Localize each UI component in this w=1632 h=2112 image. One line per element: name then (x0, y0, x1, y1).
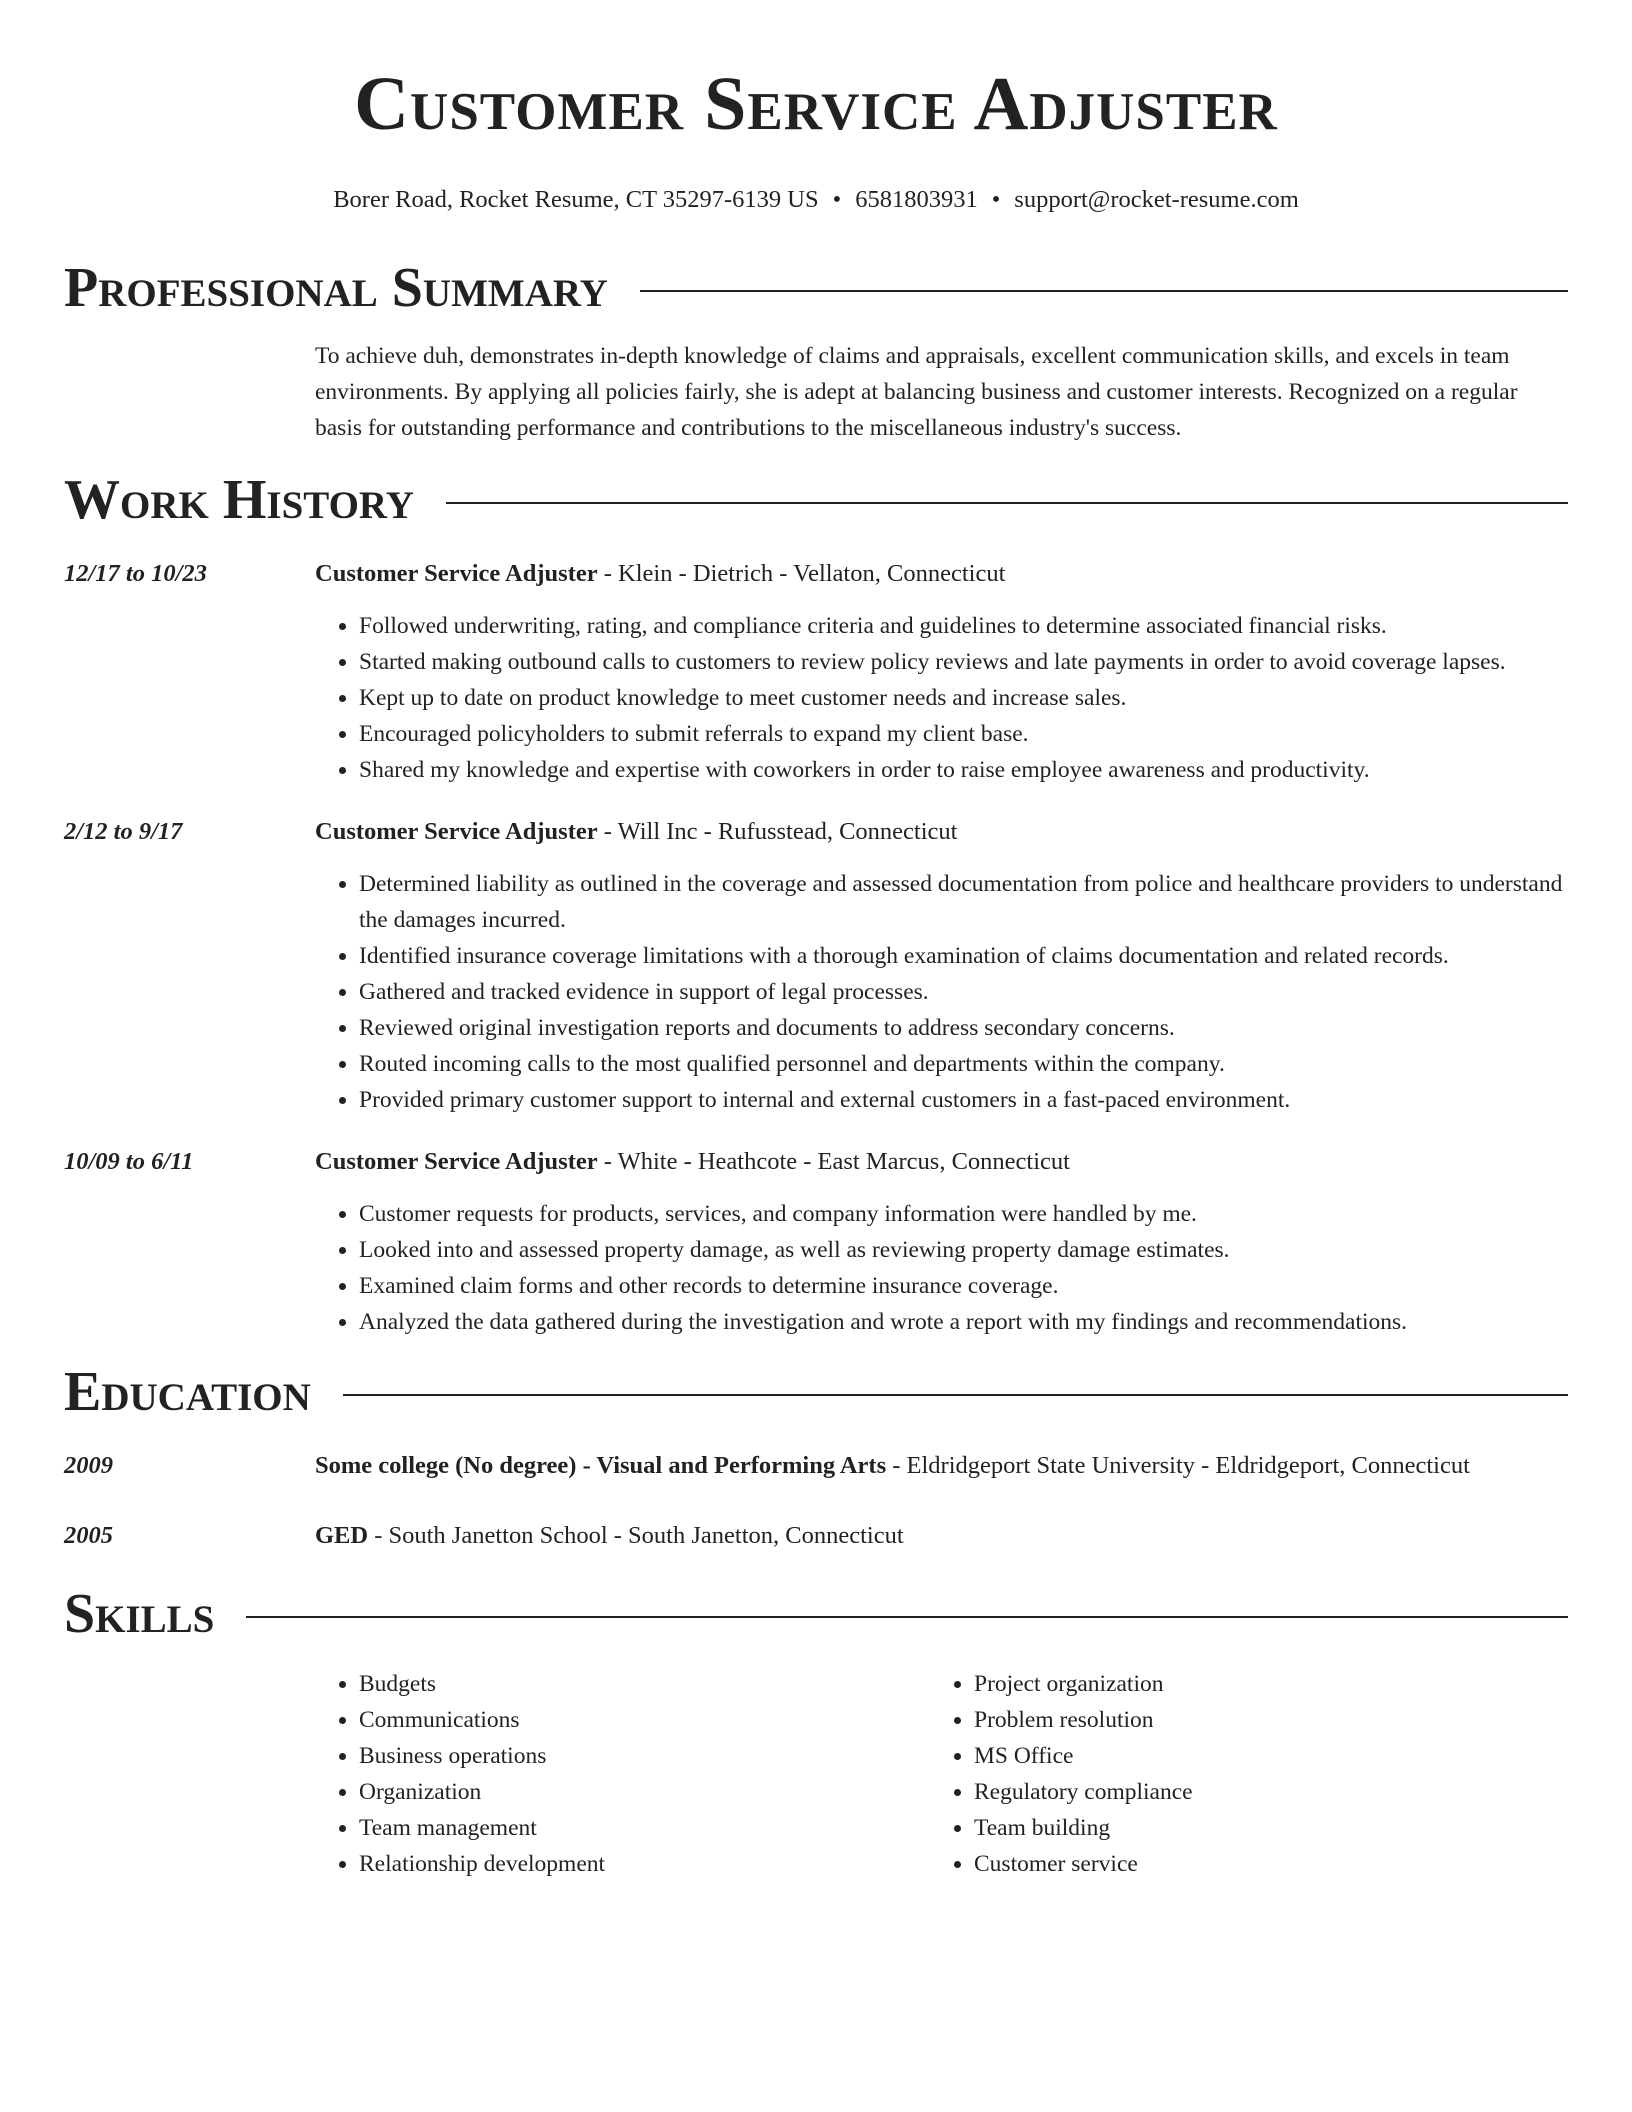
work-section-title: Work History (64, 469, 414, 531)
work-entry-role: Customer Service Adjuster (315, 818, 598, 845)
education-section-title: Education (64, 1361, 311, 1423)
work-history-list (64, 554, 1568, 1340)
skill-item: • Team building (974, 1810, 1545, 1846)
contact-address: Borer Road, Rocket Resume, CT 35297-6139 US (333, 186, 819, 213)
skill-item: • Problem resolution (974, 1702, 1545, 1738)
work-entry-details: - Will Inc - Rufusstead, Connecticut (597, 818, 958, 845)
education-entry (64, 1446, 1568, 1486)
work-bullet: • Reviewed original investigation reports and documents to address secondary concerns. (359, 1010, 1568, 1046)
education-list (64, 1446, 1568, 1556)
skill-item: • Relationship development (359, 1846, 930, 1882)
work-entry-body (315, 1142, 1568, 1340)
contact-line (64, 184, 1568, 216)
work-entry-date: 12/17 to 10/23 (64, 560, 207, 587)
contact-separator: • (832, 186, 842, 213)
summary-section-title: Professional Summary (64, 257, 608, 319)
education-entry-body (315, 1446, 1568, 1486)
skill-item: • MS Office (974, 1738, 1545, 1774)
education-degree: GED (315, 1522, 369, 1549)
education-entry (64, 1516, 1568, 1556)
work-bullet: • Shared my knowledge and expertise with coworkers in order to raise employee awareness and productivity. (359, 752, 1568, 788)
work-entry-heading (315, 812, 1568, 852)
work-entry-details: - White - Heathcote - East Marcus, Connecticut (597, 1148, 1070, 1175)
skill-item: • Team management (359, 1810, 930, 1846)
work-bullet: • Analyzed the data gathered during the investigation and wrote a report with my findings and recommendations. (359, 1304, 1568, 1340)
work-section-header (64, 466, 1568, 534)
work-entry-role: Customer Service Adjuster (315, 1148, 598, 1175)
skills-columns (315, 1666, 1568, 1882)
skill-item: • Organization (359, 1774, 930, 1810)
work-bullet: • Kept up to date on product knowledge to meet customer needs and increase sales. (359, 680, 1568, 716)
work-entry (64, 812, 1568, 1118)
skills-list-left (315, 1666, 930, 1882)
candidate-name: Customer Service Adjuster (354, 62, 1278, 146)
work-entry-date: 10/09 to 6/11 (64, 1148, 194, 1175)
skill-item: • Regulatory compliance (974, 1774, 1545, 1810)
education-section-header (64, 1358, 1568, 1426)
work-bullet: • Routed incoming calls to the most qualified personnel and departments within the company. (359, 1046, 1568, 1082)
work-entry-body (315, 812, 1568, 1118)
work-entry-heading (315, 1142, 1568, 1182)
work-entry-heading (315, 554, 1568, 594)
section-divider (246, 1616, 1568, 1618)
work-entry-role: Customer Service Adjuster (315, 560, 598, 587)
education-entry-date: 2009 (64, 1452, 113, 1479)
work-bullet: • Provided primary customer support to internal and external customers in a fast-paced environment. (359, 1082, 1568, 1118)
skills-section-header (64, 1580, 1568, 1648)
work-entry-body (315, 554, 1568, 788)
education-degree: Some college (No degree) - Visual and Performing Arts (315, 1452, 887, 1479)
work-entry-details: - Klein - Dietrich - Vellaton, Connecticut (597, 560, 1006, 587)
work-bullet: • Customer requests for products, services, and company information were handled by me. (359, 1196, 1568, 1232)
contact-separator: • (991, 186, 1001, 213)
work-bullet: • Determined liability as outlined in the coverage and assessed documentation from police and healthcare providers to understand the damages incurred. (359, 866, 1568, 938)
summary-text: To achieve duh, demonstrates in-depth knowledge of claims and appraisals, excellent communication skills, and excels in team environments. By applying all policies fairly, she is adept at balancing business and customer interests. Recognized on a regular basis for outstanding performance and contributions to the miscellaneous industry's success. (315, 343, 1518, 441)
work-bullet: • Followed underwriting, rating, and compliance criteria and guidelines to determine associated financial risks. (359, 608, 1568, 644)
contact-email: support@rocket-resume.com (1014, 186, 1299, 213)
section-divider (446, 502, 1568, 504)
summary-section-header (64, 254, 1568, 322)
skill-item: • Budgets (359, 1666, 930, 1702)
skills-list-right (930, 1666, 1545, 1882)
skills-section-title: Skills (64, 1583, 215, 1645)
education-details: - South Janetton School - South Janetton, Connecticut (368, 1522, 904, 1549)
work-entry-date: 2/12 to 9/17 (64, 818, 183, 845)
work-bullet: • Identified insurance coverage limitations with a thorough examination of claims documentation and related records. (359, 938, 1568, 974)
work-bullet: • Looked into and assessed property damage, as well as reviewing property damage estimates. (359, 1232, 1568, 1268)
work-entry (64, 554, 1568, 788)
skill-item: • Project organization (974, 1666, 1545, 1702)
skill-item: • Customer service (974, 1846, 1545, 1882)
work-entry-bullets (315, 608, 1568, 788)
education-entry-date: 2005 (64, 1522, 113, 1549)
work-entry-bullets (315, 866, 1568, 1118)
work-bullet: • Encouraged policyholders to submit referrals to expand my client base. (359, 716, 1568, 752)
skill-item: • Business operations (359, 1738, 930, 1774)
section-divider (343, 1394, 1568, 1396)
skill-item: • Communications (359, 1702, 930, 1738)
work-bullet: • Gathered and tracked evidence in support of legal processes. (359, 974, 1568, 1010)
contact-phone: 6581803931 (855, 186, 978, 213)
work-bullet: • Examined claim forms and other records to determine insurance coverage. (359, 1268, 1568, 1304)
work-entry-bullets (315, 1196, 1568, 1340)
work-bullet: • Started making outbound calls to customers to review policy reviews and late payments in order to avoid coverage lapses. (359, 644, 1568, 680)
education-details: - Eldridgeport State University - Eldridgeport, Connecticut (886, 1452, 1470, 1479)
work-entry (64, 1142, 1568, 1340)
section-divider (640, 290, 1568, 292)
education-entry-body (315, 1516, 1568, 1556)
